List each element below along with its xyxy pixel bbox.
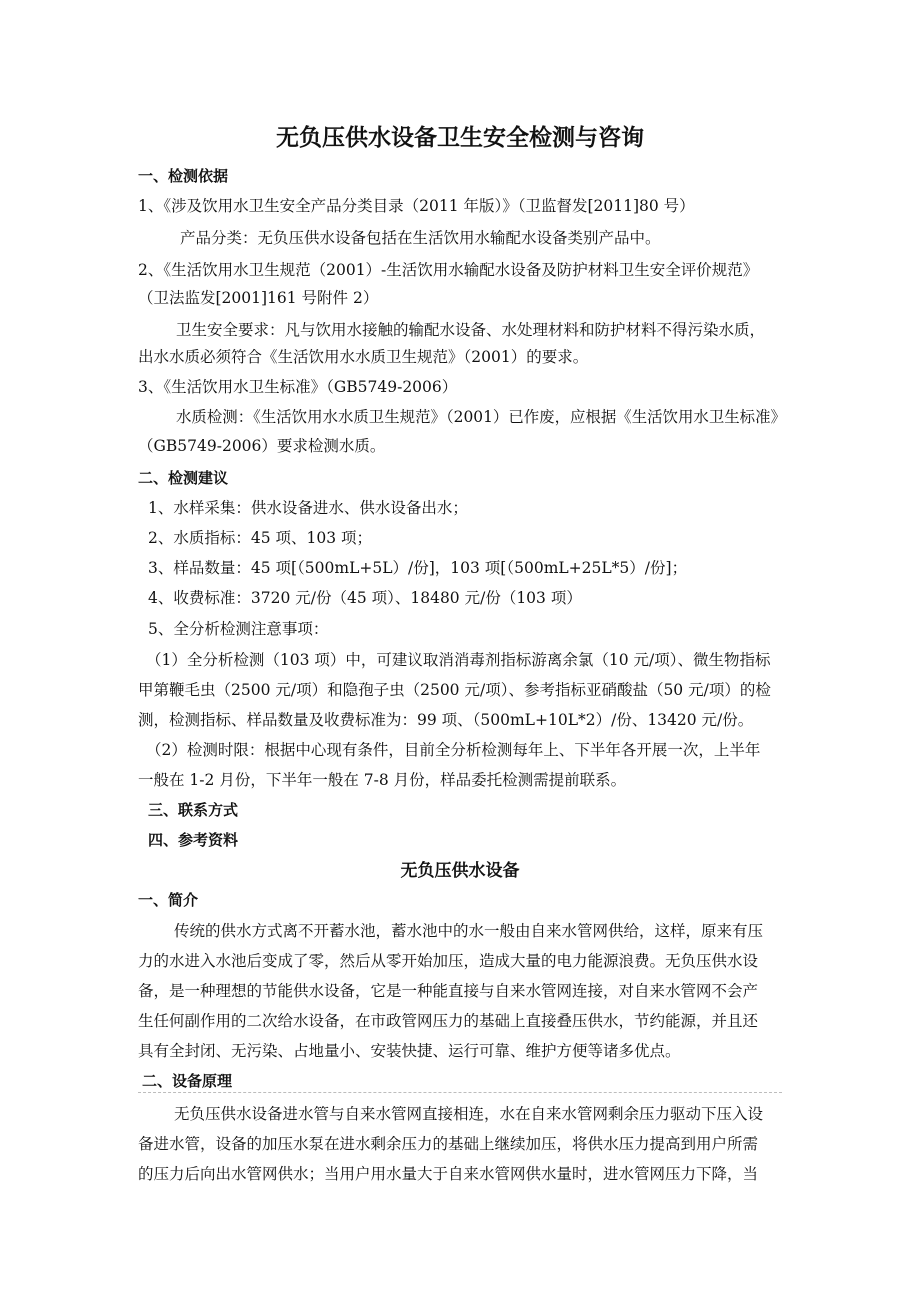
intro-heading: 一、简介 (138, 891, 199, 909)
suggestion-note-2-line-2: 一般在 1-2 月份，下半年一般在 7-8 月份，样品委托检测需提前联系。 (138, 771, 627, 789)
principle-line-1: 无负压供水设备进水管与自来水管网直接相连，水在自来水管网剩余压力驱动下压入设 (174, 1105, 764, 1123)
subtitle: 无负压供水设备 (400, 861, 520, 881)
section-heading-basis: 一、检测依据 (138, 167, 229, 185)
suggestion-item-1: 1、水样采集：供水设备进水、供水设备出水； (148, 499, 468, 517)
basis-item-3-note-line-1: 水质检测：《生活饮用水水质卫生规范》（2001）已作废，应根据《生活饮用水卫生标准》 (176, 408, 786, 426)
suggestion-item-3: 3、样品数量：45 项[（500mL+5L）/份]，103 项[（500mL+25L*5）/份]； (148, 559, 688, 577)
suggestion-note-1-line-2: 甲第鞭毛虫（2500 元/项）和隐孢子虫（2500 元/项）、参考指标亚硝酸盐（50 元/项）的检 (138, 681, 771, 699)
section-heading-contact: 三、联系方式 (148, 801, 239, 819)
suggestion-note-1-line-3: 测，检测指标、样品数量及收费标准为：99 项、（500mL+10L*2）/份、13420 元/份。 (138, 711, 754, 729)
suggestion-note-2-line-1: （2）检测时限：根据中心现有条件，目前全分析检测每年上、下半年各开展一次，上半年 (146, 741, 761, 759)
section-heading-reference: 四、参考资料 (148, 831, 239, 849)
intro-line-5: 具有全封闭、无污染、占地量小、安装快捷、运行可靠、维护方便等诸多优点。 (138, 1042, 681, 1060)
suggestion-note-1-line-1: （1）全分析检测（103 项）中，可建议取消消毒剂指标游离余氯（10 元/项）、微生物指标 (146, 651, 771, 669)
section-heading-suggestion: 二、检测建议 (138, 469, 229, 487)
basis-item-2-line-2: （卫法监发[2001]161 号附件 2） (138, 289, 379, 307)
principle-line-2: 备进水管，设备的加压水泵在进水剩余压力的基础上继续加压，将供水压力提高到用户所需 (138, 1135, 759, 1153)
intro-line-3: 备，是一种理想的节能供水设备，它是一种能直接与自来水管网连接，对自来水管网不会产 (138, 982, 759, 1000)
suggestion-item-5: 5、全分析检测注意事项： (148, 620, 329, 638)
basis-item-3: 3、《生活饮用水卫生标准》（GB5749-2006） (138, 378, 458, 396)
principle-heading: 二、设备原理 (142, 1072, 233, 1090)
intro-line-2: 力的水进入水池后变成了零，然后从零开始加压，造成大量的电力能源浪费。无负压供水设 (138, 952, 759, 970)
basis-item-1: 1、《涉及饮用水卫生安全产品分类目录（2011 年版）》（卫监督发[2011]80 号） (138, 197, 695, 215)
basis-item-3-note-line-2: （GB5749-2006）要求检测水质。 (138, 437, 386, 455)
intro-line-1: 传统的供水方式离不开蓄水池，蓄水池中的水一般由自来水管网供给，这样，原来有压 (174, 922, 764, 940)
intro-line-4: 生任何副作用的二次给水设备，在市政管网压力的基础上直接叠压供水，节约能源，并且还 (138, 1012, 759, 1030)
basis-item-2-note-line-2: 出水水质必须符合《生活饮用水水质卫生规范》（2001）的要求。 (138, 348, 589, 366)
basis-item-2-note-line-1: 卫生安全要求：凡与饮用水接触的输配水设备、水处理材料和防护材料不得污染水质， (176, 321, 766, 339)
basis-item-1-note: 产品分类：无负压供水设备包括在生活饮用水输配水设备类别产品中。 (180, 229, 661, 247)
divider (138, 1092, 782, 1093)
suggestion-item-2: 2、水质指标：45 项、103 项； (148, 529, 373, 547)
suggestion-item-4: 4、收费标准：3720 元/份（45 项）、18480 元/份（103 项） (148, 589, 582, 607)
basis-item-2-line-1: 2、《生活饮用水卫生规范（2001）-生活饮用水输配水设备及防护材料卫生安全评价规范》 (138, 261, 759, 279)
page-title: 无负压供水设备卫生安全检测与咨询 (276, 125, 644, 151)
principle-line-3: 的压力后向出水管网供水；当用户用水量大于自来水管网供水量时，进水管网压力下降，当 (138, 1165, 759, 1183)
